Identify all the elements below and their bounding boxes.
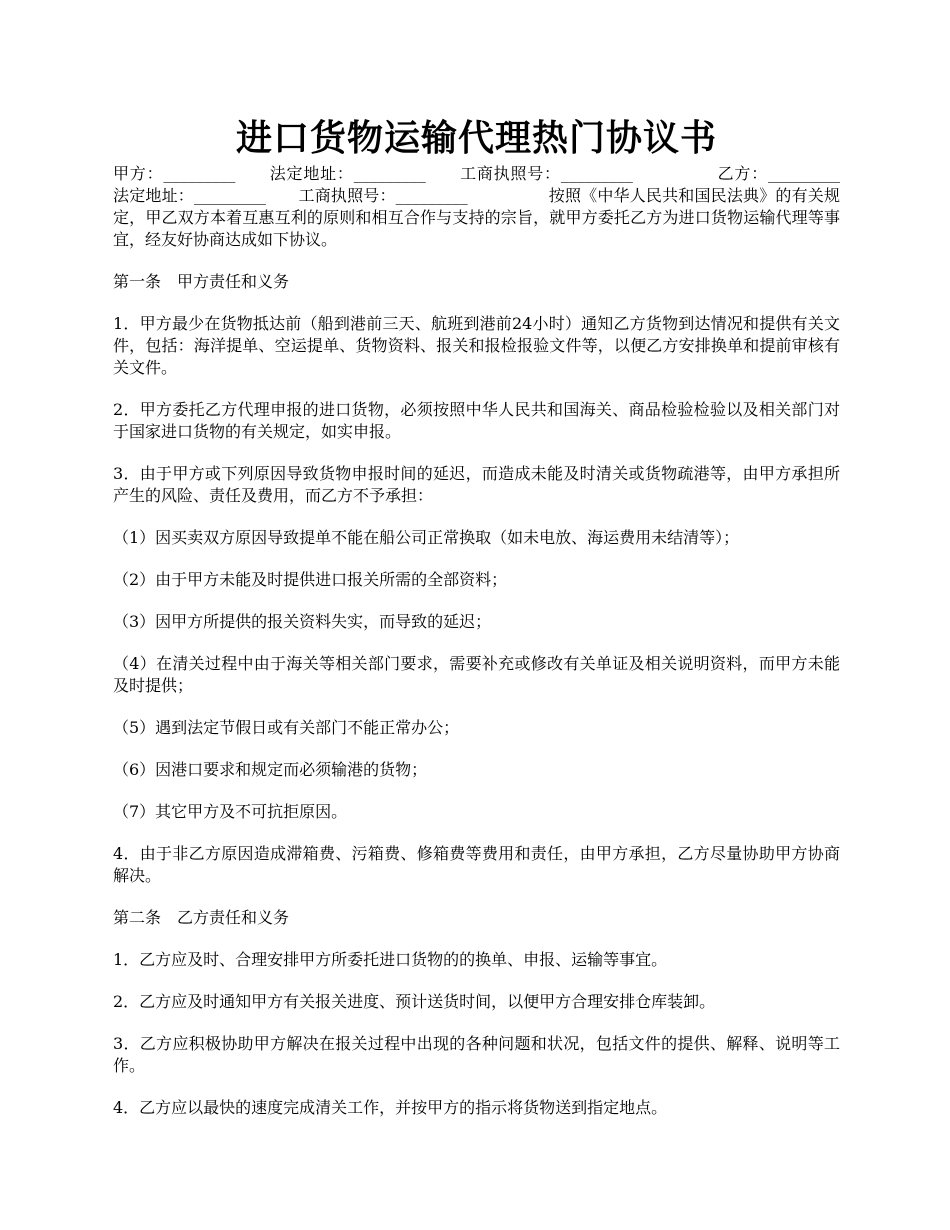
article-1-subitem: （5）遇到法定节假日或有关部门不能正常办公； [113,718,460,737]
article-1-subitem: （6）因港口要求和规定而必须输港的货物； [113,760,428,779]
article-1-item: 4．由于非乙方原因造成滞箱费、污箱费、修箱费等费用和责任，由甲方承担，乙方尽量协助甲方协商解决。 [113,844,840,885]
article-1-subitem: （4）在清关过程中由于海关等相关部门要求，需要补充或修改有关单证及相关说明资料，而甲方未能及时提供； [113,654,840,695]
article-2-item: 2．乙方应及时通知甲方有关报关进度、预计送货时间，以便甲方合理安排仓库装卸。 [113,992,716,1011]
article-1-subitem: （3）因甲方所提供的报关资料失实，而导致的延迟； [113,612,492,631]
article-2-heading: 第二条 乙方责任和义务 [113,908,290,927]
article-2-item: 1．乙方应及时、合理安排甲方所委托进口货物的的换单、申报、运输等事宜。 [113,950,668,969]
document-title: 进口货物运输代理热门协议书 [235,117,717,159]
article-2-item: 4．乙方应以最快的速度完成清关工作，并按甲方的指示将货物送到指定地点。 [113,1098,668,1117]
article-1-subitem: （1）因买卖双方原因导致提单不能在船公司正常换取（如未电放、海运费用未结清等）； [113,528,740,547]
article-2-item: 3．乙方应积极协助甲方解决在报关过程中出现的各种问题和状况，包括文件的提供、解释、说明等工作。 [113,1034,840,1075]
document-page [113,0,873,1119]
article-1-item: 2．甲方委托乙方代理申报的进口货物，必须按照中华人民共和国海关、商品检验检验以及相关部门对于国家进口货物的有关规定，如实申报。 [113,400,840,441]
article-1-item: 3．由于甲方或下列原因导致货物申报时间的延迟，而造成未能及时清关或货物疏港等，由甲方承担所产生的风险、责任及费用，而乙方不予承担： [113,464,840,505]
parties-paragraph: 甲方：_________ 法定地址：_________ 工商执照号：_________ 乙方：_________ 法定地址：_________ 工商执照号：_________ 按照《中华人民共和国民法典》的有关规定，甲乙双方本着互惠互利的原则和相互合作与支持的宗旨，就甲方委托乙方为进口货物运输代理等事宜，经友好协商达成如下协议。 [113,164,873,249]
article-1-subitem: （7）其它甲方及不可抗拒原因。 [113,802,348,821]
article-1-heading: 第一条 甲方责任和义务 [113,272,290,291]
article-1-item: 1．甲方最少在货物抵达前（船到港前三天、航班到港前24小时）通知乙方货物到达情况和提供有关文件，包括：海洋提单、空运提单、货物资料、报关和报检报验文件等，以便乙方安排换单和提前审核有关文件。 [113,314,840,377]
article-1-subitem: （2）由于甲方未能及时提供进口报关所需的全部资料； [113,570,508,589]
